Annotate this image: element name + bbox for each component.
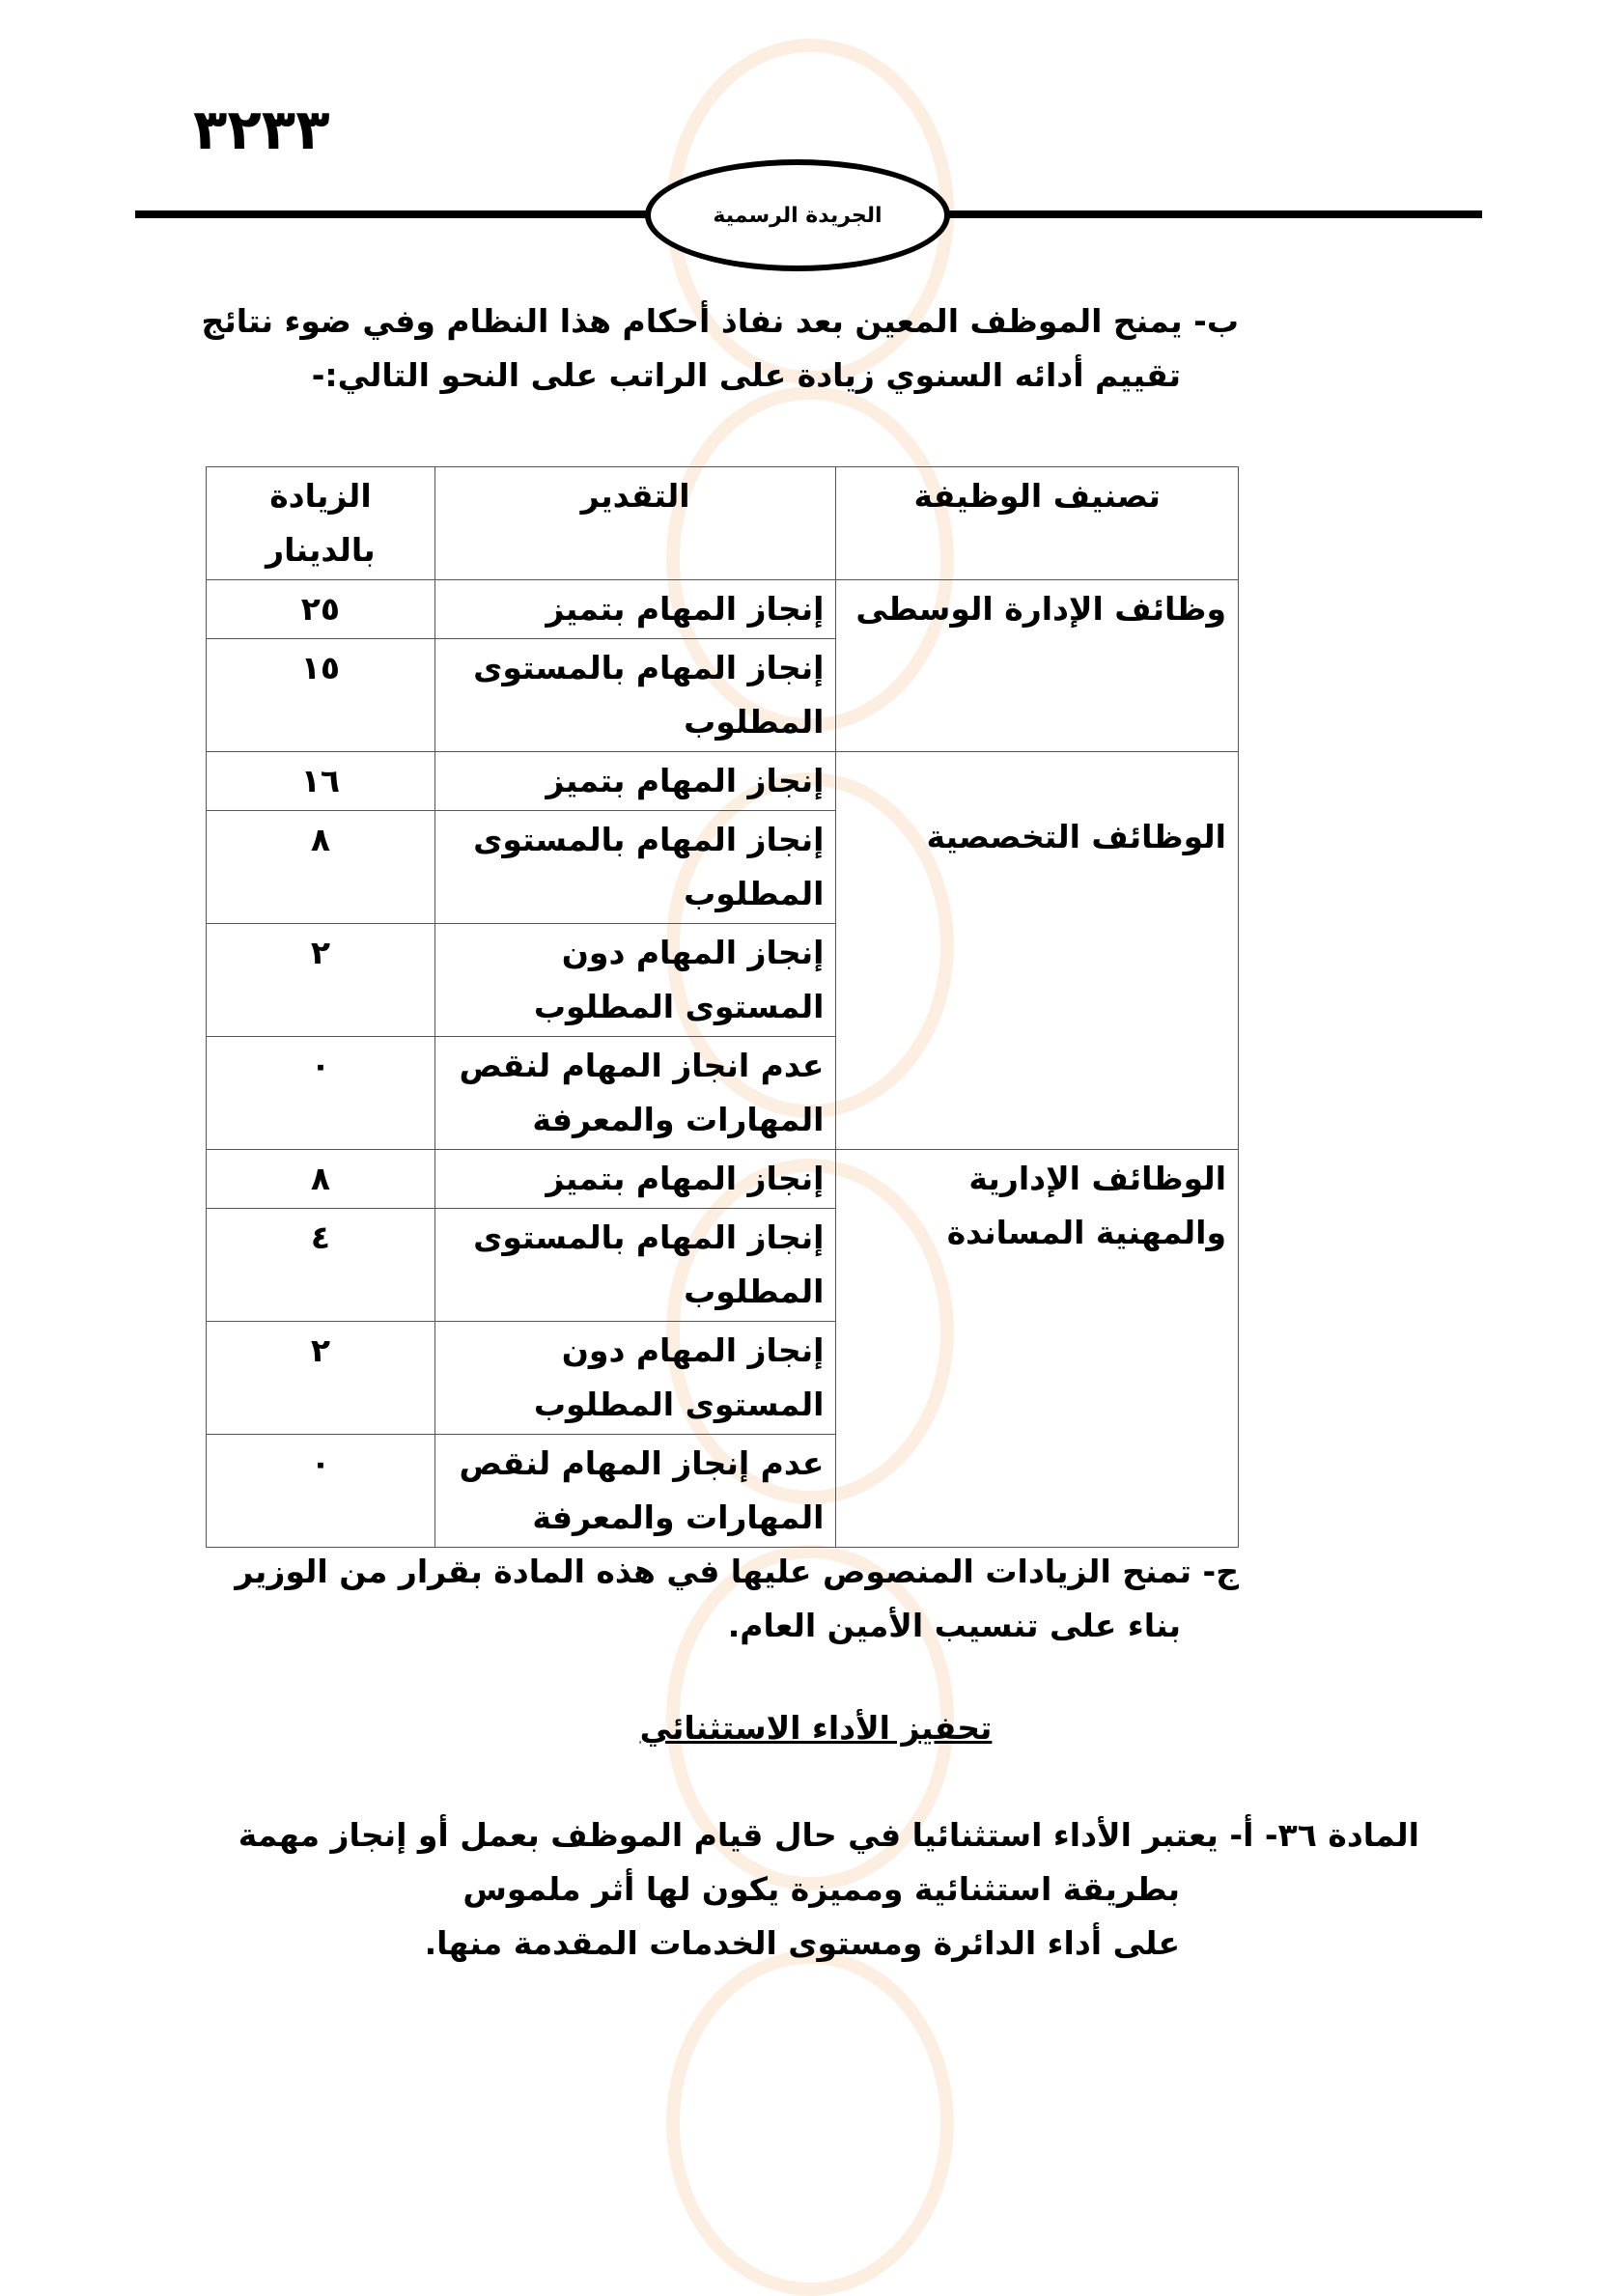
watermark-clock-icon <box>666 1950 954 2296</box>
rating-cell: إنجاز المهام بتميز <box>434 1150 836 1209</box>
rating-cell: إنجاز المهام بالمستوى المطلوب <box>434 811 836 924</box>
header-rating: التقدير <box>434 467 836 580</box>
increase-cell: ١٥ <box>207 639 435 752</box>
increase-cell: ٠ <box>207 1037 435 1150</box>
header-category: تصنيف الوظيفة <box>836 467 1239 580</box>
text-line: المادة ٣٦- أ- يعتبر الأداء استثنائيا في حال قيام الموظف بعمل أو إنجاز مهمة <box>238 1816 1419 1854</box>
category-cell: الوظائف التخصصية <box>836 752 1239 1150</box>
text-line: بناء على تنسيب الأمين العام. <box>727 1607 1181 1644</box>
rating-cell: إنجاز المهام دون المستوى المطلوب <box>434 924 836 1037</box>
increase-cell: ٢ <box>207 1322 435 1435</box>
table-row <box>207 580 1239 639</box>
category-cell: وظائف الإدارة الوسطى <box>836 580 1239 752</box>
increase-cell: ٤ <box>207 1209 435 1322</box>
text-line: ج- تمنح الزيادات المنصوص عليها في هذه المادة بقرار من الوزير <box>235 1553 1239 1590</box>
text-line: تقييم أدائه السنوي زيادة على الراتب على النحو التالي:- <box>311 356 1181 394</box>
gazette-title: الجريدة الرسمية <box>713 203 883 228</box>
text-line: بطريقة استثنائية ومميزة يكون لها أثر ملموس <box>462 1870 1180 1908</box>
gazette-badge <box>645 159 950 271</box>
rating-cell: إنجاز المهام بالمستوى المطلوب <box>434 639 836 752</box>
rating-cell: عدم إنجاز المهام لنقص المهارات والمعرفة <box>434 1435 836 1548</box>
rating-cell: إنجاز المهام دون المستوى المطلوب <box>434 1322 836 1435</box>
rating-cell: إنجاز المهام بتميز <box>434 752 836 811</box>
text-line: ب- يمنح الموظف المعين بعد نفاذ أحكام هذا النظام وفي ضوء نتائج <box>201 302 1239 340</box>
rating-cell: إنجاز المهام بتميز <box>434 580 836 639</box>
text-line: على أداء الدائرة ومستوى الخدمات المقدمة منها. <box>424 1924 1180 1962</box>
table-row <box>207 752 1239 811</box>
rating-cell: عدم انجاز المهام لنقص المهارات والمعرفة <box>434 1037 836 1150</box>
article-36 <box>203 1808 1419 1971</box>
increase-cell: ٠ <box>207 1435 435 1548</box>
increase-cell: ٢٥ <box>207 580 435 639</box>
page-number: ٣٢٣٣ <box>193 97 330 162</box>
increase-cell: ١٦ <box>207 752 435 811</box>
increase-cell: ٨ <box>207 1150 435 1209</box>
rating-cell: إنجاز المهام بالمستوى المطلوب <box>434 1209 836 1322</box>
paragraph-j <box>201 1545 1239 1653</box>
section-heading: تحفيز الأداء الاستثنائي <box>639 1709 993 1747</box>
salary-increase-table <box>206 466 1239 1548</box>
category-cell: الوظائف الإدارية والمهنية المساندة <box>836 1150 1239 1548</box>
paragraph-b <box>201 294 1239 403</box>
table-row <box>207 1150 1239 1209</box>
header-increase: الزيادة بالدينار <box>207 467 435 580</box>
table-header-row <box>207 467 1239 580</box>
increase-cell: ٨ <box>207 811 435 924</box>
increase-cell: ٢ <box>207 924 435 1037</box>
